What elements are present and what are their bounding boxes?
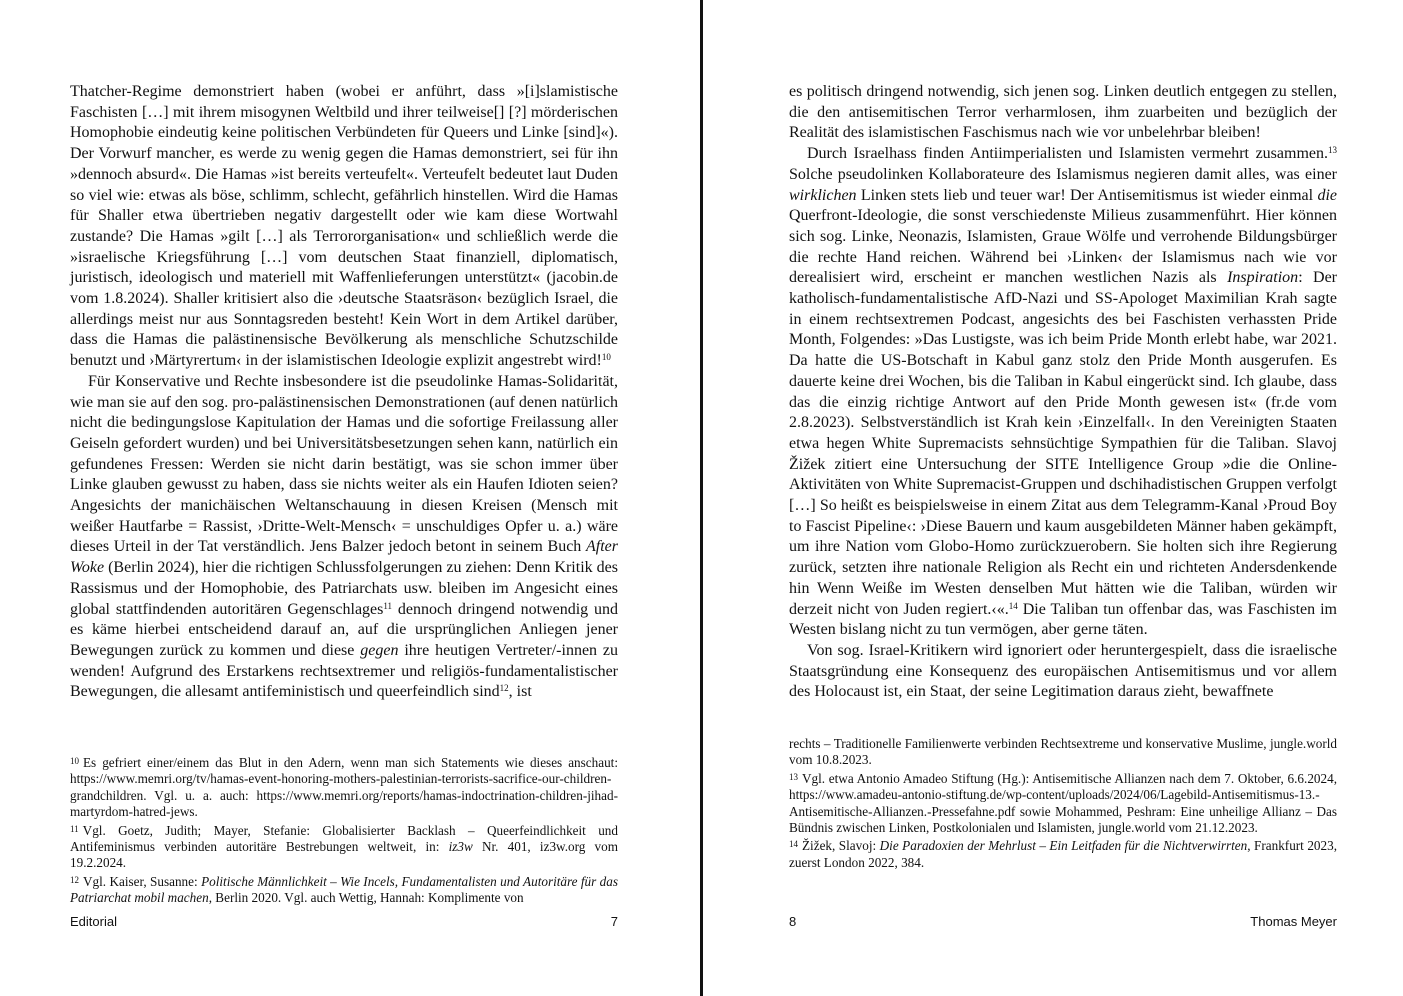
text-run: Thatcher-Regime demonstriert haben (wobei er anführt, dass »[i]slamistische Faschisten […] mit ihrem misogynen Weltbild und ihrer teilweise[] [?] mörderischen Homophobie eindeutig keine politischen Verbündeten für Queers und Linke [sind]«). Der Vorwurf mancher, es werde zu wenig gegen die Hamas demonstriert, sei für ihn »dennoch absurd«. Die Hamas »ist bereits verteufelt«. Verteufelt bedeutet laut Duden so viel wie: etwas als böse, schlimm, schlecht, gefährlich hinstellen. Wird die Hamas für Shaller etwa übertrieben negativ dargestellt oder wie kam diese Wortwahl zustande? Die Hamas »gilt […] als Terrororganisation« und schließlich werde die »israelische Kriegsführung […] vom deutschen Staat finanziell, diplomatisch, juristisch, ideologisch und materiell mit Waffenlieferungen unterstützt« (jacobin.de vom 1.8.2024). Shaller kritisiert also die ›deutsche Staatsräson‹ bezüglich Israel, die allerdings meist nur aus Sonntagsreden besteht! Kein Wort in dem Artikel darüber, dass die Hamas die palästinensische Bevölkerung als menschliche Schutzschilde benutzt und ›Märtyrertum‹ in der islamistischen Ideologie explizit angestrebt wird! <box>70 83 618 370</box>
text-run: Solche pseudolinken Kollaborateure des Islamismus negieren damit alles, was einer <box>789 165 1337 183</box>
footnote-ref: 13 <box>1328 145 1337 156</box>
text-run: Die Taliban tun offenbar das, was Faschisten im Westen bislang nicht zu tun vermögen, aber gerne täten. <box>789 600 1337 639</box>
text-run: , Berlin 2020. Vgl. auch Wettig, Hannah: Komplimente von <box>208 890 524 906</box>
text-run: rechts – Traditionelle Familienwerte verbinden Rechtsextreme und konservative Muslime, jungle.world vom 10.8.2023. <box>789 736 1337 768</box>
footnotes <box>70 753 618 907</box>
text-run: Von sog. Israel-Kritikern wird ignoriert oder heruntergespielt, dass die israelische Staatsgründung eine Konsequenz des europäischen Antisemitismus und vor allem des Holocaust ist, ein Staat, der seine Legitimation daraus zieht, bewaffnete <box>789 641 1337 701</box>
text-run: ihre heutigen Vertreter/-innen zu wenden! Aufgrund des Erstarkens rechtsextremer und religiös-fundamentalistischer Bewegungen, die allesamt antifeministisch und queerfeindlich sind <box>70 641 619 701</box>
footnote <box>70 872 618 907</box>
text-run: , Frankfurt 2023, zuerst London 2022, 384. <box>789 838 1337 870</box>
text-run: (Berlin 2024), hier die richtigen Schlussfolgerungen zu ziehen: Denn Kritik des Rassismus und der Homophobie, des Patriarchats usw. bleiben im Angesicht eines global stattfindenden autoritären Gegenschlages <box>70 559 618 618</box>
emphasis-text: Die Paradoxien der Mehrlust – Ein Leitfaden für die Nichtverwirrten <box>879 838 1248 854</box>
emphasis-text: wirklichen <box>789 186 857 204</box>
footnote-number: 11 <box>70 823 79 834</box>
text-run: Es gefriert einer/einem das Blut in den Adern, wenn man sich Statements wie dieses anschaut: https://www.memri.org/tv/hamas-event-honoring-mothers-palestinian-terrorists-sacrifice-our-children-grandchildren. Vgl. u. a. auch: https://www.memri.org/reports/hamas-indoctrination-children-jihad-martyrdom-hatred-jews. <box>70 755 618 820</box>
footnote <box>789 736 1337 769</box>
paragraph <box>70 82 618 372</box>
text-run: Durch Israelhass finden Antiimperialisten und Islamisten vermehrt zusammen. <box>807 145 1328 163</box>
emphasis-text: Politische Männlichkeit – Wie Incels, Fundamentalisten und Autoritäre für das Patriarchat mobil machen <box>70 873 618 906</box>
footnote-ref: 12 <box>499 683 509 694</box>
emphasis-text: gegen <box>360 641 399 659</box>
emphasis-text: iz3w <box>448 839 473 855</box>
body-text <box>70 82 618 703</box>
right-page <box>703 0 1403 996</box>
text-run: Linken stets lieb und teuer war! Der Antisemitismus ist wieder einmal <box>856 186 1318 204</box>
text-run: Querfront-Ideologie, die sonst verschiedenste Milieus zusammenführt. Hier können sich sog. Linke, Neonazis, Islamisten, Graue Wölfe und verrohende Bildungsbürger die rechte Hand reichen. Während bei ›Linken‹ der Islamismus nach wie vor derealisiert wird, erscheint er manchen westlichen Nazis als <box>789 207 1337 287</box>
text-run: Vgl. Goetz, Judith; Mayer, Stefanie: Globalisierter Backlash – Queerfeindlichkeit und Antifeminismus verbinden autoritäre Bestrebungen weltweit, in: <box>70 822 618 855</box>
paragraph <box>70 372 618 703</box>
footnotes <box>789 736 1337 871</box>
footnote <box>70 821 618 872</box>
body-text <box>789 82 1337 703</box>
paragraph <box>789 641 1337 703</box>
footnote-ref: 10 <box>601 352 611 363</box>
text-run: , ist <box>508 683 532 701</box>
emphasis-text: After Woke <box>70 538 618 577</box>
text-run: Vgl. etwa Antonio Amadeo Stiftung (Hg.): Antisemitische Allianzen nach dem 7. Oktober, 6.6.2024, https://www.amadeu-antonio-stiftung.de/wp-content/uploads/2024/06/Lagebild-Antisemitismus-13.-Antisemitische-Allianzen.-Pressefahne.pdf sowie Mohammed, Peshram: Eine unheilige Allianz – Das Bündnis zwischen Linken, Postkolonialen und Islamisten, jungle.world vom 21.12.2023. <box>789 770 1337 836</box>
page-number: 8 <box>789 914 797 929</box>
text-run: dennoch dringend notwendig und es käme hierbei entscheidend darauf an, auf die ursprünglichen Anliegen jener Bewegungen zurück zu kommen und diese <box>70 600 619 659</box>
emphasis-text: Inspiration <box>1227 269 1299 287</box>
running-title: Thomas Meyer <box>1250 914 1337 929</box>
text-run: Žižek, Slavoj: <box>802 838 880 854</box>
footnote-number: 14 <box>789 839 798 850</box>
footnote-ref: 14 <box>1008 600 1018 611</box>
text-run: Nr. 401, iz3w.org vom 19.2.2024. <box>70 839 618 871</box>
footnote-number: 12 <box>70 874 79 885</box>
footnote-ref: 11 <box>383 600 393 611</box>
footnote-number: 10 <box>70 756 79 766</box>
running-title: Editorial <box>70 914 117 929</box>
emphasis-text: die <box>1317 186 1337 204</box>
paragraph <box>789 82 1337 144</box>
page-number: 7 <box>610 914 618 929</box>
footnote-number: 13 <box>789 771 798 782</box>
footnote <box>70 753 618 821</box>
text-run: Vgl. Kaiser, Susanne: <box>83 873 202 889</box>
footnote <box>789 836 1337 871</box>
paragraph <box>789 144 1337 641</box>
text-run: es politisch dringend notwendig, sich jenen sog. Linken deutlich entgegen zu stellen, die den antisemitischen Terror verharmlosen, ihm zuarbeiten und bezüglich der Realität des islamistischen Faschismus nach wie vor unbelehrbar bleiben! <box>789 83 1337 142</box>
text-run: : Der katholisch-fundamentalistische AfD-Nazi und SS-Apologet Maximilian Krah sagte in einem rechtsextremen Podcast, angesichts des bei Faschisten verhassten Pride Month, Folgendes: »Das Lustigste, was ich beim Pride Month erlebt habe, war 2021. Da hatte die US-Botschaft in Kabul ganz stolz den Pride Month ausgerufen. Es dauerte keine drei Wochen, bis die Taliban in Kabul eingerückt sind. Ich glaube, dass das die einzig richtige Antwort auf den Pride Month gewesen ist« (fr.de vom 2.8.2023). Selbstverständlich ist Krah kein ›Einzelfall‹. In den Vereinigten Staaten etwa hegen White Supremacists sehnsüchtige Sympathien für die Taliban. Slavoj Žižek zitiert eine Untersuchung der SITE Intelligence Group »die die Online-Aktivitäten von White Supremacist-Gruppen und dschihadistischen Gruppen verfolgt […] So heißt es beispielsweise in einem Zitat aus dem Telegramm-Kanal ›Proud Boy to Fascist Pipeline‹: ›Diese Bauern und kaum ausgebildeten Männer haben gekämpft, um ihre Nation vom Globo-Homo zurückzuerobern. Sie holten sich ihre Regierung zurück, setzten ihre nationale Religion als Recht ein und richteten Andersdenkende hin Wenn Weiße im Westen denselben Mut hätten wie die Taliban, würden wir derzeit nicht von Juden regiert.‹«. <box>789 269 1338 618</box>
page-footer <box>789 914 1337 932</box>
footnote <box>789 769 1337 837</box>
page-footer <box>70 914 618 932</box>
text-run: Für Konservative und Rechte insbesondere ist die pseudolinke Hamas-Solidarität, wie man sie auf den sog. pro-palästinensischen Demonstrationen (auf denen natürlich nicht die bedingungslose Kapitulation der Hamas und die sofortige Freilassung aller Geiseln gefordert wurden) und bei Universitätsbesetzungen sehen kann, natürlich ein gefundenes Fressen: Werden sie nicht darin bestätigt, was sie schon immer über Linke glauben gewusst zu haben, dass sie nichts weiter als ein Haufen Idioten seien? Angesichts der manichäischen Weltanschauung in diesen Kreisen (Mensch mit weißer Hautfarbe = Rassist, ›Dritte-Welt-Mensch‹ = unschuldiges Opfer u. a.) wäre dieses Urteil in der Tat verständlich. Jens Balzer jedoch betont in seinem Buch <box>70 372 618 556</box>
left-page <box>0 0 700 996</box>
